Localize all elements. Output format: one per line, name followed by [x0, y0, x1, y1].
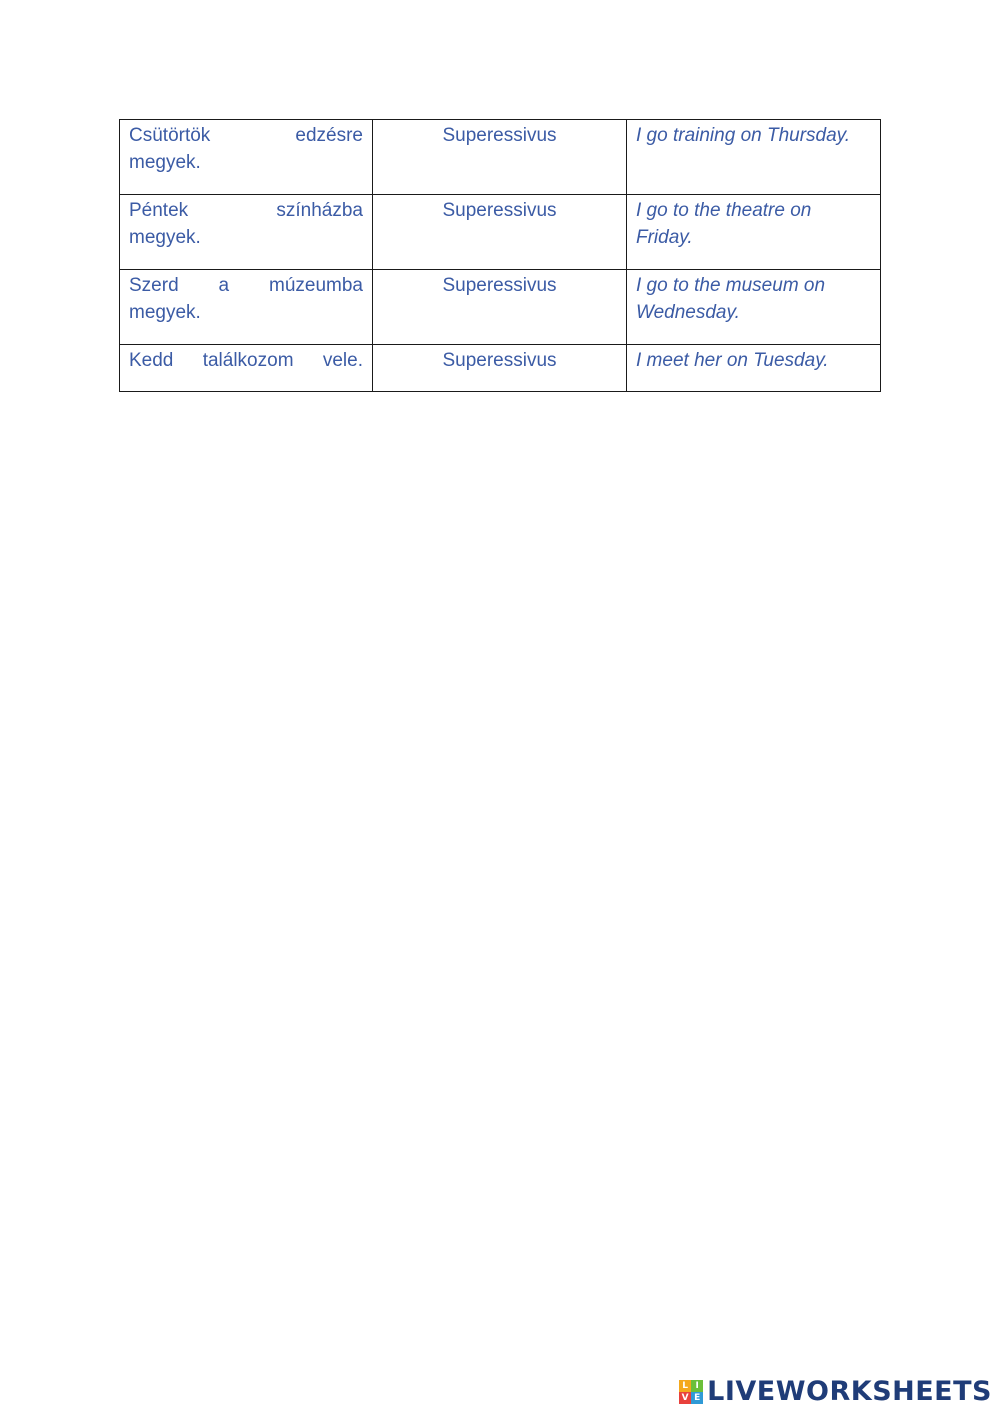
liveworksheets-logo: [679, 1376, 992, 1407]
logo-text: LIVEWORKSHEETS: [707, 1376, 992, 1407]
logo-mark-letter: L: [679, 1380, 691, 1392]
english-translation-cell: I meet her on Tuesday.: [627, 345, 881, 392]
case-cell: Superessivus: [373, 120, 627, 195]
case-cell: Superessivus: [373, 195, 627, 270]
table-row: [120, 195, 881, 270]
table-row: [120, 345, 881, 392]
english-translation-cell: I go to the museum on Wednesday.: [627, 270, 881, 345]
english-translation-cell: I go training on Thursday.: [627, 120, 881, 195]
hungarian-text-line: Péntek színházba: [129, 200, 363, 221]
logo-mark-letter: I: [691, 1380, 703, 1392]
table-row: [120, 120, 881, 195]
case-cell: Superessivus: [373, 345, 627, 392]
sentence-table: [119, 119, 881, 392]
hungarian-text-line: Szerd a múzeumba: [129, 275, 363, 296]
hungarian-sentence-cell: [120, 270, 373, 345]
hungarian-text-line: megyek.: [129, 152, 201, 173]
logo-mark-icon: [679, 1380, 703, 1404]
hungarian-text-line: megyek.: [129, 227, 201, 248]
hungarian-text-line: megyek.: [129, 302, 201, 323]
hungarian-sentence-cell: [120, 195, 373, 270]
hungarian-text-line: Csütörtök edzésre: [129, 125, 363, 146]
table-row: [120, 270, 881, 345]
logo-mark-letter: E: [691, 1392, 703, 1404]
english-translation-cell: I go to the theatre on Friday.: [627, 195, 881, 270]
hungarian-sentence-cell: [120, 120, 373, 195]
logo-mark-letter: V: [679, 1392, 691, 1404]
case-cell: Superessivus: [373, 270, 627, 345]
hungarian-sentence-cell: [120, 345, 373, 392]
hungarian-text-line: Kedd találkozom vele.: [129, 350, 363, 371]
